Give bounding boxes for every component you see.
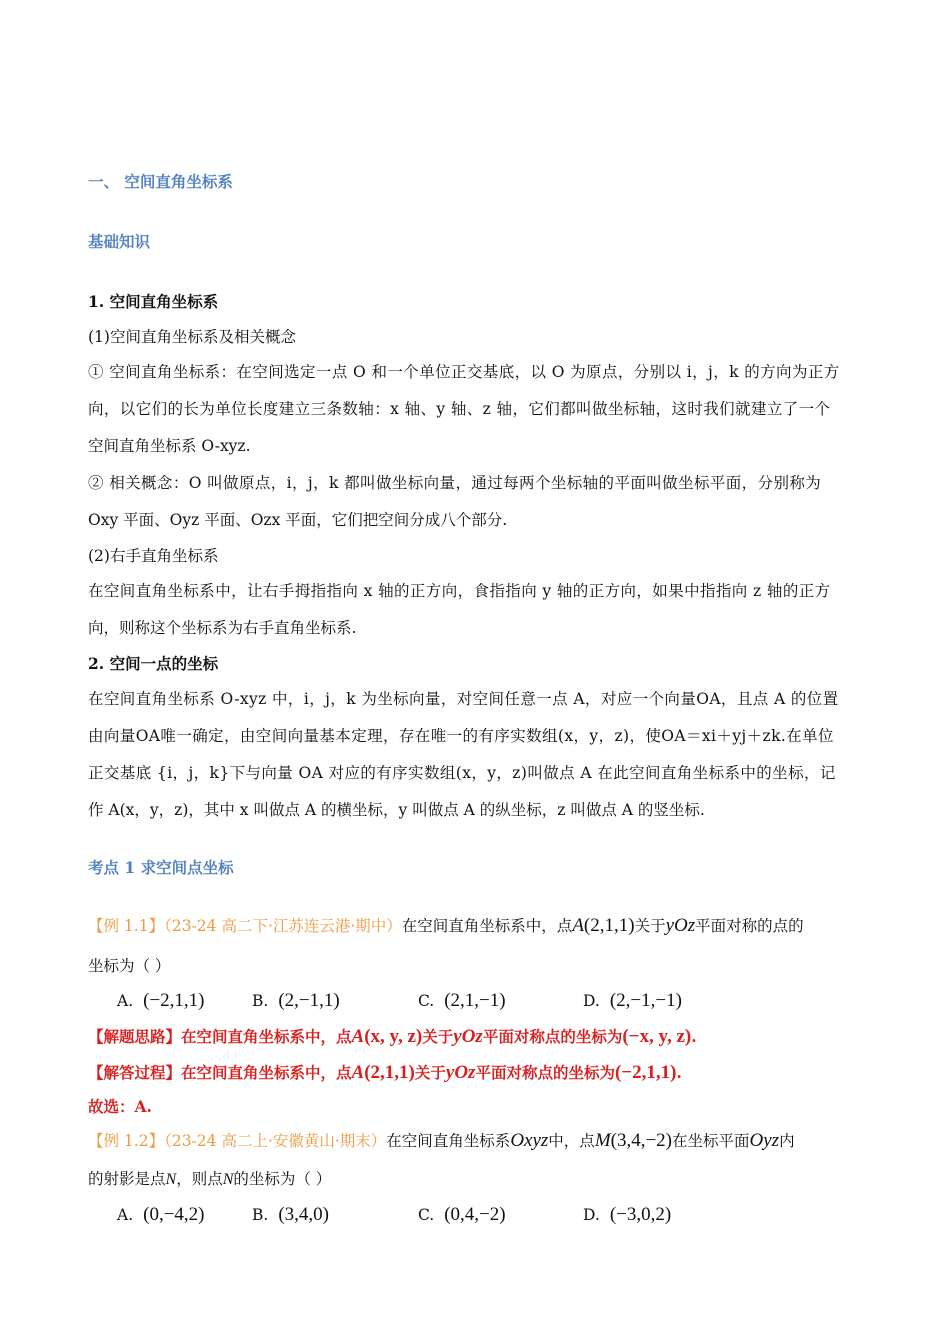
example1-solution-idea: 【解题思路】在空间直角坐标系中，点A(x, y, z)关于yOz平面对称点的坐标为(−x, y, z). bbox=[88, 1026, 697, 1047]
para4-line3: 正交基底 {i，j，k}下与向量 OA 对应的有序实数组(x，y，z)叫做点 A 在此空间直角坐标系中的坐标，记 bbox=[88, 764, 836, 782]
para1-line3: 空间直角坐标系 O-xyz. bbox=[88, 437, 251, 455]
example1-answer: 故选：A. bbox=[88, 1097, 152, 1116]
example1-tag: 【例 1.1】（23-24 高二下·江苏连云港·期中） bbox=[88, 917, 402, 935]
para4-line4: 作 A(x，y，z)，其中 x 叫做点 A 的横坐标，y 叫做点 A 的纵坐标，z 叫做点 A 的竖坐标. bbox=[88, 801, 705, 819]
example1-option-d: D. (2,−1,−1) bbox=[583, 990, 682, 1011]
example1-solution-process: 【解答过程】在空间直角坐标系中，点A(2,1,1)关于yOz平面对称点的坐标为(−2,1,1). bbox=[88, 1062, 682, 1083]
para1-line2: 向，以它们的长为单位长度建立三条数轴：x 轴、y 轴、z 轴，它们都叫做坐标轴，这时我们就建立了一个 bbox=[88, 400, 831, 418]
example2-option-c: C. (0,4,−2) bbox=[418, 1204, 506, 1225]
para4-line1: 在空间直角坐标系 O-xyz 中，i，j，k 为坐标向量，对空间任意一点 A，对应一个向量OA，且点 A 的位置 bbox=[88, 690, 839, 708]
sub-heading-2: (2)右手直角坐标系 bbox=[88, 547, 219, 565]
example2-question-line2: 的射影是点N，则点N的坐标为（ ） bbox=[88, 1170, 332, 1188]
kaodian-heading: 考点 1 求空间点坐标 bbox=[88, 858, 234, 877]
para4-line2: 由向量OA唯一确定，由空间向量基本定理，存在唯一的有序实数组(x，y，z)，使OA＝xi＋yj＋zk.在单位 bbox=[88, 727, 834, 745]
para3-line2: 向，则称这个坐标系为右手直角坐标系. bbox=[88, 619, 357, 637]
example1-question-line1: 【例 1.1】（23-24 高二下·江苏连云港·期中）在空间直角坐标系中，点A(2,1,1)关于yOz平面对称的点的 bbox=[88, 915, 804, 936]
example2-option-a: A. (0,−4,2) bbox=[117, 1204, 205, 1225]
para1-line1: ① 空间直角坐标系：在空间选定一点 O 和一个单位正交基底，以 O 为原点，分别以 i，j，k 的方向为正方 bbox=[88, 363, 840, 381]
example1-option-c: C. (2,1,−1) bbox=[418, 990, 506, 1011]
item1-heading: 1. 空间直角坐标系 bbox=[88, 292, 219, 311]
example2-option-b: B. (3,4,0) bbox=[252, 1204, 329, 1225]
section-title: 一、 空间直角坐标系 bbox=[88, 172, 233, 191]
para2-line1: ② 相关概念：O 叫做原点，i，j，k 都叫做坐标向量，通过每两个坐标轴的平面叫做坐标平面，分别称为 bbox=[88, 474, 822, 492]
example2-question-line1: 【例 1.2】（23-24 高二上·安徽黄山·期末）在空间直角坐标系Oxyz中，点M(3,4,−2)在坐标平面Oyz内 bbox=[88, 1130, 795, 1151]
basic-knowledge-heading: 基础知识 bbox=[88, 232, 151, 251]
para3-line1: 在空间直角坐标系中，让右手拇指指向 x 轴的正方向，食指指向 y 轴的正方向，如果中指指向 z 轴的正方 bbox=[88, 582, 831, 600]
para2-line2: Oxy 平面、Oyz 平面、Ozx 平面，它们把空间分成八个部分. bbox=[88, 511, 508, 529]
sub-heading-1: (1)空间直角坐标系及相关概念 bbox=[88, 328, 296, 346]
example2-tag: 【例 1.2】（23-24 高二上·安徽黄山·期末） bbox=[88, 1132, 387, 1150]
example1-option-a: A. (−2,1,1) bbox=[117, 990, 205, 1011]
example1-option-b: B. (2,−1,1) bbox=[252, 990, 340, 1011]
example2-option-d: D. (−3,0,2) bbox=[583, 1204, 672, 1225]
item2-heading: 2. 空间一点的坐标 bbox=[88, 654, 219, 673]
example1-question-line2: 坐标为（ ） bbox=[88, 957, 171, 975]
